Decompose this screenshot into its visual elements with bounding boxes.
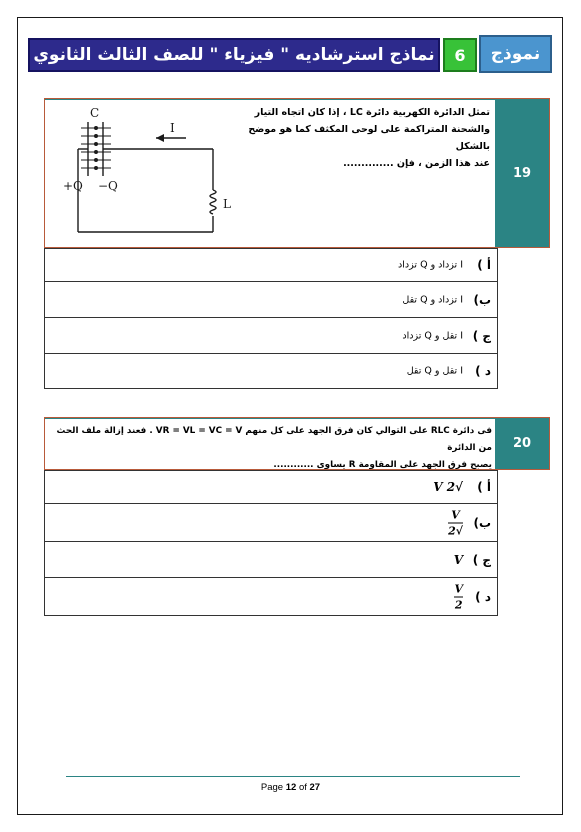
question-20-option-a[interactable]: [44, 470, 498, 504]
footer-current-page: 12: [285, 782, 297, 793]
plus-charge-label: +Q: [63, 179, 83, 193]
question-19-text: [238, 104, 490, 172]
page-footer: [0, 782, 581, 793]
footer-page-word: Page: [260, 782, 284, 793]
inductor-coil: [210, 190, 216, 214]
question-20-number: [495, 418, 549, 469]
question-20-line-1: فى دائرة RLC على التوالي كان فرق الجهد على كل منهم VR = VL = VC = V . فعند إزالة ملف الحث من الدائرة: [56, 426, 492, 453]
question-20-option-d[interactable]: [44, 578, 498, 616]
option-math: √2 V: [433, 480, 463, 494]
capacitor-label: C: [90, 106, 100, 120]
option-label: أ ): [477, 480, 491, 494]
fraction-denominator: 2: [454, 598, 463, 611]
minus-charge-label: −Q: [98, 179, 118, 193]
question-19-option-a[interactable]: [44, 248, 498, 282]
option-label: ب): [473, 515, 491, 530]
option-label: ج ): [472, 552, 491, 567]
question-20-option-b[interactable]: [44, 504, 498, 542]
page-title: نماذج استرشاديه " فيزياء " للصف الثالث الثانوي: [33, 45, 435, 65]
option-label: د ): [475, 589, 491, 604]
option-math: V: [453, 552, 463, 567]
option-label: أ ): [477, 258, 491, 272]
question-19-option-d[interactable]: [44, 354, 498, 389]
question-19-line-3: عند هذا الزمن ، فإن ..............: [343, 158, 490, 169]
footer-total-pages: 27: [309, 782, 321, 793]
fraction-numerator: V: [454, 582, 463, 595]
model-label: نموذج: [490, 44, 541, 64]
option-text: I تقل و Q تقل: [406, 365, 463, 377]
option-label: د ): [475, 364, 491, 378]
question-19-number-text: 19: [512, 165, 532, 181]
question-20-number-text: 20: [512, 436, 532, 451]
current-label: I: [170, 121, 175, 135]
question-19-option-c[interactable]: [44, 318, 498, 354]
footer-of-word: of: [298, 782, 307, 793]
lc-circuit-diagram: [48, 104, 238, 242]
fraction-denominator: √2: [448, 524, 463, 537]
model-label-box: [479, 35, 552, 73]
footer-rule: [66, 776, 520, 777]
option-text: I تزداد و Q تقل: [402, 294, 463, 305]
question-20-text: [48, 423, 492, 474]
current-arrow-head: [156, 134, 164, 142]
option-fraction: [454, 582, 463, 611]
inductor-label: L: [223, 197, 231, 211]
option-text: I تزداد و Q تزداد: [398, 259, 463, 271]
fraction-numerator: V: [451, 508, 460, 521]
model-number-box: [443, 38, 477, 72]
question-19-line-1: تمثل الدائرة الكهربية دائرة LC ، إذا كان اتجاه التيار: [254, 107, 490, 118]
option-label: ج ): [472, 328, 491, 343]
option-label: ب): [473, 292, 491, 307]
option-text: I تقل و Q تزداد: [402, 330, 463, 341]
option-fraction: [448, 508, 463, 537]
model-number: 6: [454, 45, 466, 65]
question-20-line-2: يصبح فرق الجهد على المقاومة R يساوى ............: [273, 460, 492, 470]
question-19-line-2: والشحنة المتراكمة على لوحى المكثف كما هو موضح بالشكل: [248, 124, 490, 152]
question-19-option-b[interactable]: [44, 282, 498, 318]
question-19-number: [495, 99, 549, 247]
page-title-banner: [28, 38, 440, 72]
question-20-option-c[interactable]: [44, 542, 498, 578]
